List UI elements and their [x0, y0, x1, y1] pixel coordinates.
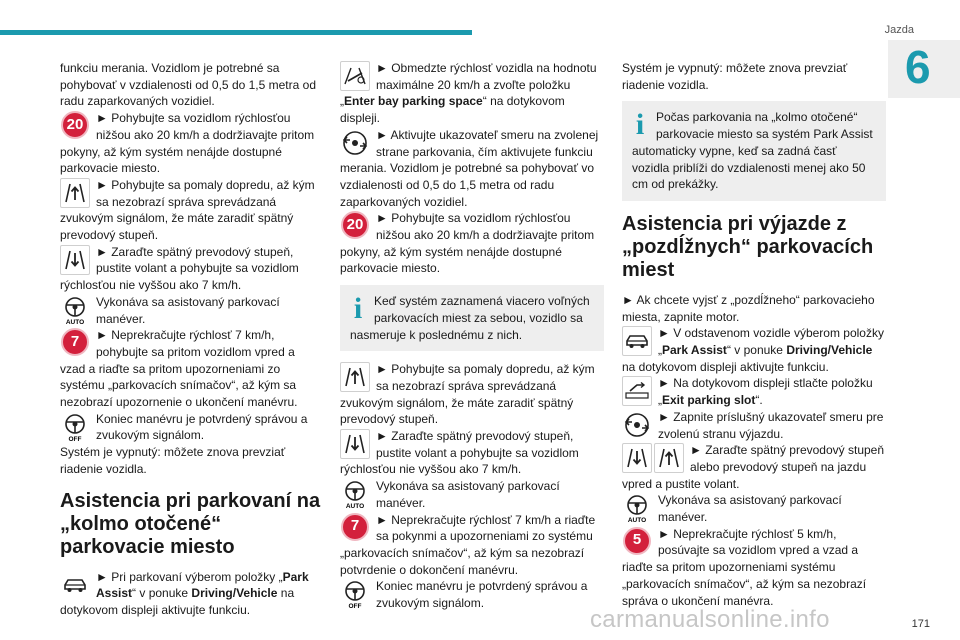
paragraph: ► Zaraďte spätný prevodový stupeň, pustite volant a pohybujte sa vozidlom rýchlosťou nie vyššou ako 7 km/h. — [340, 429, 579, 477]
speed-limit-20-icon: 20 — [341, 211, 369, 239]
off-label: OFF — [68, 435, 82, 442]
text-run: “ v ponuke — [726, 343, 787, 358]
paragraph: ► Zapnite príslušný ukazovateľ smeru pre zvolenú stranu výjazdu. — [658, 409, 884, 441]
column-1 — [60, 60, 322, 619]
paragraph — [340, 61, 597, 125]
paragraph: funkciu merania. Vozidlom je potrebné sa pohybovať v vzdialenosti od 0,5 do 1,5 metra od radu zaparkovaných vozidiel. — [60, 61, 316, 109]
page-number: 171 — [911, 618, 930, 630]
auto-label: AUTO — [627, 517, 647, 524]
instruction-row — [60, 411, 322, 444]
speed-limit-7-icon: 7 — [61, 328, 89, 356]
paragraph: ► Neprekračujte rýchlosť 7 km/h a riaďte sa pokynmi a upozorneniami zo systému „parkovacích snímačov“, až kým sa nezobrazí potvrdenie o dokončení manévru. — [340, 512, 596, 577]
move-forward-icon — [60, 178, 90, 208]
instruction-row — [340, 127, 604, 211]
paragraph: Vykonáva sa asistovaný parkovací manéver. — [658, 493, 842, 525]
instruction-row — [340, 578, 604, 611]
paragraph: Systém je vypnutý: môžete znova prevziať riadenie vozidla. — [60, 445, 286, 476]
section-heading: Asistencia pri výjazde z „pozdĺžnych“ parkovacích miest — [622, 212, 874, 281]
instruction-row — [622, 325, 886, 375]
steering-wheel-off-icon — [60, 412, 90, 442]
instruction-row — [60, 569, 322, 619]
turn-signal-icon — [622, 410, 652, 440]
instruction-row — [340, 60, 604, 127]
instruction-row — [622, 442, 886, 492]
auto-label: AUTO — [65, 318, 85, 325]
paragraph: ► Zaraďte spätný prevodový stupeň alebo prevodový stupeň na jazdu vpred a pustite volant. — [622, 443, 885, 491]
section-title: Jazda — [884, 24, 914, 36]
menu-name: Driving/Vehicle — [786, 343, 873, 358]
info-box — [622, 101, 886, 201]
text-run: “. — [755, 393, 763, 408]
off-label: OFF — [348, 603, 362, 610]
paragraph: Vykonáva sa asistovaný parkovací manéver. — [96, 294, 280, 326]
info-icon: i — [635, 108, 645, 142]
info-text: Počas parkovania na „kolmo otočené“ parkovacie miesto sa systém Park Assist automaticky vypne, keď sa zadná časť vozidla priblíži do vzdialenosti menej ako 50 cm od prekážky. — [632, 110, 873, 192]
info-text: Keď systém zaznamená viacero voľných parkovacích miest za sebou, vozidlo sa nasmeruje k poslednému z nich. — [350, 294, 590, 342]
move-backward-icon — [340, 429, 370, 459]
steering-wheel-off-icon — [340, 579, 370, 609]
instruction-row — [622, 375, 886, 408]
paragraph — [622, 326, 884, 373]
paragraph: Systém je vypnutý: môžete znova prevziať riadenie vozidla. — [622, 61, 848, 92]
paragraph: ► Pohybujte sa pomaly dopredu, až kým sa nezobrazí správa sprevádzaná zvukovým signálom, že máte zaradiť spätný prevodový stupeň. — [340, 362, 595, 427]
paragraph: ► Pohybujte sa vozidlom rýchlosťou nižšou ako 20 km/h a dodržiavajte pritom pokyny, až kým systém nenájde dostupné parkovacie miesto. — [340, 211, 595, 276]
section-heading: Asistencia pri parkovaní na „kolmo otočené“ parkovacie miesto — [60, 489, 321, 558]
text-run: ► Obmedzte rýchlosť vozidla na hodnotu maximálne 20 km/h a zvoľte položku „ — [340, 61, 597, 109]
paragraph — [658, 376, 873, 407]
watermark: carmanualsonline.info — [590, 606, 830, 633]
turn-signal-icon — [340, 128, 370, 158]
paragraph: ► Pohybujte sa pomaly dopredu, až kým sa nezobrazí správa sprevádzaná zvukovým signálom, že máte zaradiť spätný prevodový stupeň. — [60, 177, 315, 243]
menu-item-name: Park Assist — [662, 343, 727, 358]
text-run: ► Na dotykovom displeji stlačte položku „ — [658, 376, 873, 408]
steering-wheel-auto-icon — [622, 493, 652, 523]
instruction-row — [340, 428, 604, 478]
paragraph: Koniec manévru je potvrdený správou a zvukovým signálom. — [96, 411, 308, 443]
instruction-row — [60, 177, 322, 244]
instruction-row — [60, 327, 322, 411]
move-backward-icon — [622, 443, 652, 473]
speed-limit-touch-icon — [340, 61, 370, 91]
instruction-row — [340, 361, 604, 428]
info-box — [340, 285, 604, 351]
text-run: na dotykovom displeji aktivujte funkciu. — [622, 359, 829, 374]
move-backward-icon — [60, 245, 90, 275]
column-3 — [622, 60, 886, 609]
paragraph: ► Pohybujte sa vozidlom rýchlosťou nižšou ako 20 km/h a dodržiavajte pritom pokyny, až kým systém nenájde dostupné parkovacie miesto. — [60, 111, 315, 176]
paragraph: Koniec manévru je potvrdený správou a zvukovým signálom. — [376, 579, 588, 611]
header-bar — [0, 30, 472, 35]
paragraph: Vykonáva sa asistovaný parkovací manéver. — [376, 479, 560, 510]
move-forward-icon — [654, 443, 684, 473]
speed-limit-20-icon: 20 — [61, 111, 89, 139]
steering-wheel-auto-icon — [340, 479, 370, 509]
chapter-number: 6 — [905, 41, 931, 93]
car-icon — [60, 570, 90, 600]
car-icon — [622, 326, 652, 356]
text-run: “ v ponuke — [132, 586, 192, 601]
instruction-row — [622, 492, 886, 525]
menu-item-name: Park Assist — [96, 569, 309, 601]
info-icon: i — [353, 292, 363, 326]
paragraph: ► Ak chcete vyjsť z „pozdĺžneho“ parkovacieho miesta, zapnite motor. — [622, 292, 875, 324]
column-2 — [340, 60, 604, 612]
paragraph: ► Neprekračujte rýchlosť 7 km/h, pohybujte sa pritom vozidlom vpred a vzad a riaďte sa pritom upozorneniami zo systému „parkovacích snímačov“, až kým sa nezobrazí upozornenie o ukončení manévru. — [60, 328, 298, 410]
paragraph: ► Zaraďte spätný prevodový stupeň, pustite volant a pohybujte sa vozidlom rýchlosťou nie vyššou ako 7 km/h. — [60, 244, 299, 293]
instruction-row — [60, 244, 322, 294]
instruction-row — [60, 294, 322, 327]
auto-label: AUTO — [345, 503, 365, 510]
paragraph: ► Aktivujte ukazovateľ smeru na zvolenej strane parkovania, čím aktivujete funkciu merania. Vozidlom je potrebné sa pohybovať vo vzdialenosti od 0,5 do 1,5 metra od radu zaparkovaných vozidiel. — [340, 127, 599, 209]
menu-name: Driving/Vehicle — [191, 586, 278, 601]
instruction-row — [340, 512, 604, 579]
steering-wheel-auto-icon — [60, 295, 90, 325]
paragraph — [60, 570, 309, 617]
instruction-row — [340, 478, 604, 511]
instruction-row — [340, 210, 604, 277]
speed-limit-5-icon: 5 — [623, 527, 651, 555]
move-forward-icon — [340, 362, 370, 392]
text-run: na dotykovom displeji aktivujte funkciu. — [60, 586, 295, 617]
text-run: ► V odstavenom vozidle výberom položky „ — [658, 326, 884, 358]
menu-item-name: Enter bay parking space — [344, 94, 483, 109]
text-run: ► Pri parkovaní výberom položky „ — [96, 569, 283, 584]
speed-limit-7-icon: 7 — [341, 513, 369, 541]
exit-parking-icon — [622, 376, 652, 406]
menu-item-name: Exit parking slot — [662, 393, 756, 408]
text-run: “ na dotykovom displeji. — [340, 94, 565, 126]
paragraph: ► Neprekračujte rýchlosť 5 km/h, posúvajte sa vozidlom vpred a vzad a riaďte sa pritom upozorneniami systému „parkovacích snímačov“, až kým sa nezobrazí správa o ukončení manévra. — [622, 526, 867, 608]
instruction-row — [60, 110, 322, 177]
instruction-row — [622, 409, 886, 442]
instruction-row — [622, 526, 886, 610]
